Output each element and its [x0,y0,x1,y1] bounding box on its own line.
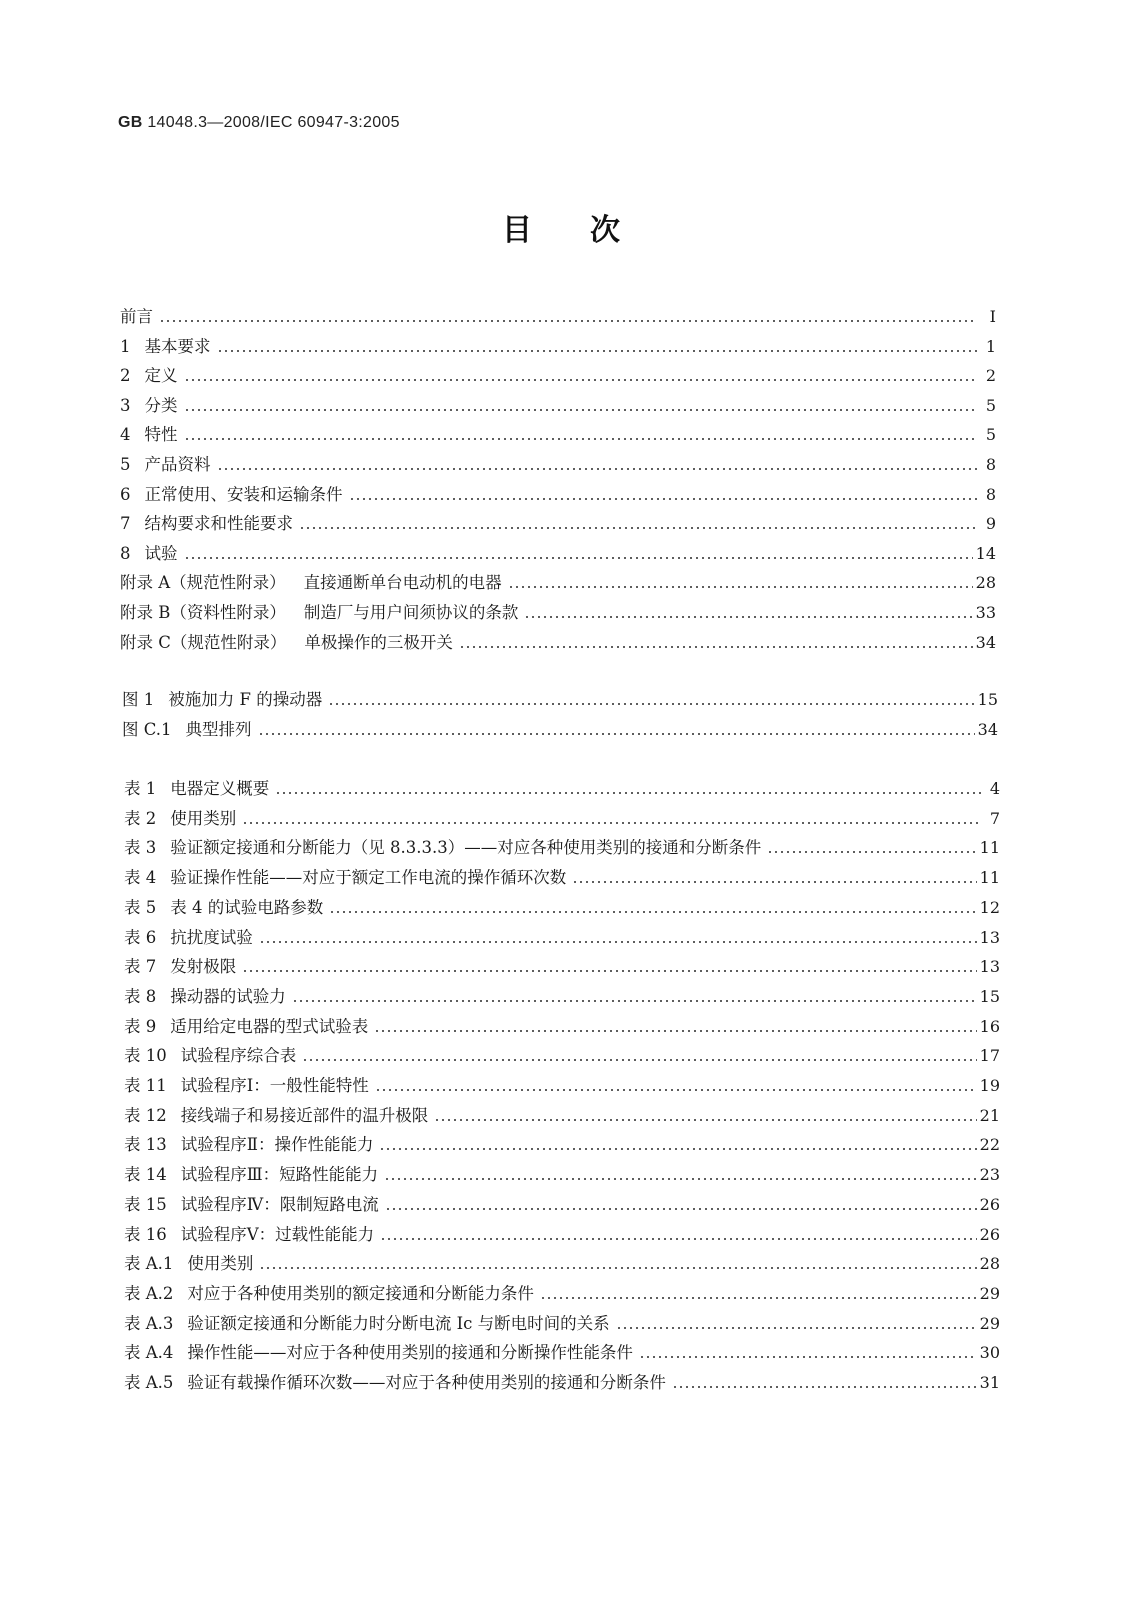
toc-entry-page: 7 [989,809,1000,828]
toc-entry-title: 发射极限 [170,957,237,976]
toc-entry-page: 34 [977,720,998,739]
toc-entry-number: 图 C.1 [122,720,172,739]
dot-leader [258,732,975,736]
toc-entry-title: 使用类别 [187,1254,254,1273]
toc-entry-page: 34 [975,633,996,652]
toc-entry-number: 表 12 [124,1106,167,1125]
toc-entry-number: 表 10 [124,1046,167,1065]
toc-entry-number: 4 [120,425,131,444]
toc-entry-number: 表 A.3 [124,1314,174,1333]
toc-entry-page: 13 [979,928,1000,947]
toc-entry-page: 2 [985,366,996,385]
dot-leader [259,940,977,944]
toc-entry[interactable] [124,1190,1000,1216]
toc-entry-number: 图 1 [122,690,155,709]
dot-leader [299,526,977,530]
toc-entry[interactable] [120,332,996,358]
toc-entry-page: 16 [979,1017,1000,1036]
toc-entry[interactable] [124,1220,1000,1246]
toc-entry-title: 试验 [144,544,178,563]
toc-entry-number: 表 5 [124,898,157,917]
toc-entry-page: 29 [979,1284,1000,1303]
toc-entry[interactable] [124,1309,1000,1335]
dot-leader [380,1237,976,1241]
dot-leader [259,1266,976,1270]
toc-entry-page: 11 [979,838,1000,857]
toc-entry-number: 表 15 [124,1195,167,1214]
dot-leader [184,437,978,441]
standard-code-prefix: GB [118,114,143,131]
dot-leader [159,319,977,323]
toc-entry-number: 3 [120,396,131,415]
dot-leader [639,1355,977,1359]
toc-entry-title: 试验程序Ⅱ：操作性能能力 [180,1135,374,1154]
toc-title: 目次 [502,213,678,248]
toc-entry[interactable] [124,1338,1000,1364]
toc-entry[interactable] [120,420,996,446]
toc-entry-title: 使用类别 [170,809,237,828]
toc-entry[interactable] [120,509,996,535]
toc-entry-number: 表 7 [124,957,157,976]
dot-leader [672,1385,977,1389]
toc-entry-title: 操动器的试验力 [170,987,286,1006]
standard-code-number: 14048.3—2008/IEC 60947-3:2005 [142,114,400,131]
toc-entry-page: 22 [979,1135,1000,1154]
toc-entry-number: 附录 C（规范性附录） [120,633,287,652]
dot-leader [375,1088,977,1092]
toc-entry-title: 基本要求 [144,337,211,356]
toc-entry-title: 操作性能——对应于各种使用类别的接通和分断操作性能条件 [187,1343,633,1362]
dot-leader [302,1058,976,1062]
dot-leader [349,497,978,501]
toc-entry-page: 15 [977,690,998,709]
dot-leader [217,349,978,353]
dot-leader [434,1118,976,1122]
dot-leader [767,850,976,854]
toc-entry-title: 试验程序Ⅰ：一般性能特性 [180,1076,369,1095]
toc-entry[interactable] [122,685,998,711]
toc-entry-number: 8 [120,544,131,563]
toc-entry[interactable] [124,1041,1000,1067]
toc-entry-number: 6 [120,485,131,504]
toc-entry[interactable] [124,1368,1000,1394]
toc-entry-page: 5 [985,396,996,415]
toc-entry-page: 4 [989,779,1000,798]
toc-entry[interactable] [124,833,1000,859]
toc-entry-title: 对应于各种使用类别的额定接通和分断能力条件 [187,1284,534,1303]
toc-entry[interactable] [120,568,996,594]
dot-leader [292,999,977,1003]
toc-entry-page: 8 [985,455,996,474]
toc-entry-title: 试验程序综合表 [180,1046,297,1065]
dot-leader [184,378,978,382]
toc-entry-page: 14 [975,544,996,563]
toc-entry-page: 12 [979,898,1000,917]
toc-entry-number: 表 3 [124,838,157,857]
toc-entry-number: 表 A.2 [124,1284,174,1303]
dot-leader [184,556,973,560]
toc-entry[interactable] [124,1279,1000,1305]
dot-leader [374,1029,976,1033]
dot-leader [328,702,974,706]
toc-entry[interactable] [120,598,996,624]
dot-leader [385,1207,977,1211]
toc-entry-number: 表 11 [124,1076,167,1095]
dot-leader [572,880,976,884]
toc-entry-page: 19 [979,1076,1000,1095]
toc-entry[interactable] [124,1160,1000,1186]
toc-entry[interactable] [124,982,1000,1008]
toc-entry-page: 13 [979,957,1000,976]
toc-entry-title: 适用给定电器的型式试验表 [170,1017,369,1036]
toc-entry-page: 26 [979,1225,1000,1244]
toc-entry[interactable] [124,1012,1000,1038]
toc-entry-number: 表 16 [124,1225,167,1244]
toc-entry-number: 2 [120,366,131,385]
toc-entry-page: 5 [985,425,996,444]
toc-entry-title: 验证操作性能——对应于额定工作电流的操作循环次数 [170,868,567,887]
dot-leader [217,467,978,471]
toc-entry-title: 特性 [144,425,178,444]
toc-entry-page: 8 [985,485,996,504]
toc-entry[interactable] [124,952,1000,978]
toc-entry[interactable] [124,1101,1000,1127]
toc-entry[interactable] [124,923,1000,949]
toc-entry-title: 分类 [144,396,178,415]
toc-entry-page: Ⅰ [989,307,996,326]
toc-entry-page: 31 [979,1373,1000,1392]
dot-leader [540,1296,977,1300]
toc-entry-title: 验证额定接通和分断能力时分断电流 Ic 与断电时间的关系 [187,1314,610,1333]
toc-entry-page: 30 [979,1343,1000,1362]
toc-entry-title: 接线端子和易接近部件的温升极限 [180,1106,429,1125]
dot-leader [384,1177,976,1181]
toc-entry[interactable] [124,804,1000,830]
dot-leader [616,1326,977,1330]
toc-entry-title: 试验程序Ⅴ：过载性能能力 [180,1225,375,1244]
dot-leader [242,821,981,825]
toc-entry-number: 表 13 [124,1135,167,1154]
toc-entry[interactable] [124,863,1000,889]
toc-entry-number: 7 [120,514,131,533]
toc-entry[interactable] [120,302,996,328]
toc-entry-title: 抗扰度试验 [170,928,253,947]
toc-entry[interactable] [120,480,996,506]
toc-entry-page: 17 [979,1046,1000,1065]
dot-leader [184,408,978,412]
toc-entry-title: 制造厂与用户间须协议的条款 [303,603,519,622]
toc-entry-number: 表 A.5 [124,1373,174,1392]
toc-entry-title: 正常使用、安装和运输条件 [144,485,343,504]
toc-entry-title: 验证额定接通和分断能力（见 8.3.3.3）——对应各种使用类别的接通和分断条件 [170,838,762,857]
toc-entry-title: 试验程序Ⅲ：短路性能能力 [180,1165,379,1184]
dot-leader [524,615,972,619]
toc-entry-title: 单极操作的三极开关 [304,633,453,652]
toc-entry-page: 28 [975,573,996,592]
toc-entry[interactable] [120,391,996,417]
toc-entry-title: 电器定义概要 [170,779,270,798]
toc-entry-number: 表 A.4 [124,1343,174,1362]
dot-leader [459,645,973,649]
toc-entry-number: 表 8 [124,987,157,1006]
toc-entry[interactable] [124,893,1000,919]
toc-entry-title: 验证有载操作循环次数——对应于各种使用类别的接通和分断条件 [187,1373,666,1392]
toc-entry[interactable] [122,715,998,741]
toc-entry-number: 表 6 [124,928,157,947]
toc-entry-title: 表 4 的试验电路参数 [170,898,324,917]
toc-entry-title: 被施加力 F 的操动器 [168,690,323,709]
toc-entry-title: 前言 [120,307,153,326]
dot-leader [275,791,981,795]
toc-entry[interactable] [120,361,996,387]
toc-entry-title: 定义 [144,366,178,385]
toc-entry-number: 表 1 [124,779,157,798]
toc-entry[interactable] [124,1071,1000,1097]
toc-entry-page: 1 [985,337,996,356]
toc-entry-number: 表 9 [124,1017,157,1036]
toc-entry-page: 33 [975,603,996,622]
toc-entry[interactable] [120,628,996,654]
toc-entry-number: 表 4 [124,868,157,887]
toc-entry-title: 产品资料 [144,455,211,474]
toc-entry[interactable] [124,774,1000,800]
toc-entry-title: 结构要求和性能要求 [144,514,293,533]
toc-entry-title: 典型排列 [185,720,252,739]
toc-entry-page: 15 [979,987,1000,1006]
toc-entry-number: 5 [120,455,131,474]
dot-leader [329,910,976,914]
toc-entry-page: 26 [979,1195,1000,1214]
toc-entry-title: 试验程序Ⅳ：限制短路电流 [180,1195,379,1214]
standard-code-header [118,114,400,132]
toc-entry-number: 表 14 [124,1165,167,1184]
toc-entry-page: 23 [979,1165,1000,1184]
toc-entry[interactable] [120,450,996,476]
toc-entry-number: 1 [120,337,131,356]
toc-entry-page: 11 [979,868,1000,887]
toc-entry-title: 直接通断单台电动机的电器 [303,573,502,592]
toc-entry-page: 21 [979,1106,1000,1125]
toc-entry-number: 表 2 [124,809,157,828]
toc-entry-page: 9 [985,514,996,533]
toc-entry-number: 附录 B（资料性附录） [120,603,286,622]
toc-entry-number: 表 A.1 [124,1254,174,1273]
toc-entry-page: 29 [979,1314,1000,1333]
dot-leader [242,969,976,973]
toc-entry[interactable] [124,1130,1000,1156]
toc-entry[interactable] [124,1249,1000,1275]
dot-leader [508,585,973,589]
toc-entry-page: 28 [979,1254,1000,1273]
toc-entry-number: 附录 A（规范性附录） [120,573,286,592]
toc-entry[interactable] [120,539,996,565]
dot-leader [379,1147,976,1151]
